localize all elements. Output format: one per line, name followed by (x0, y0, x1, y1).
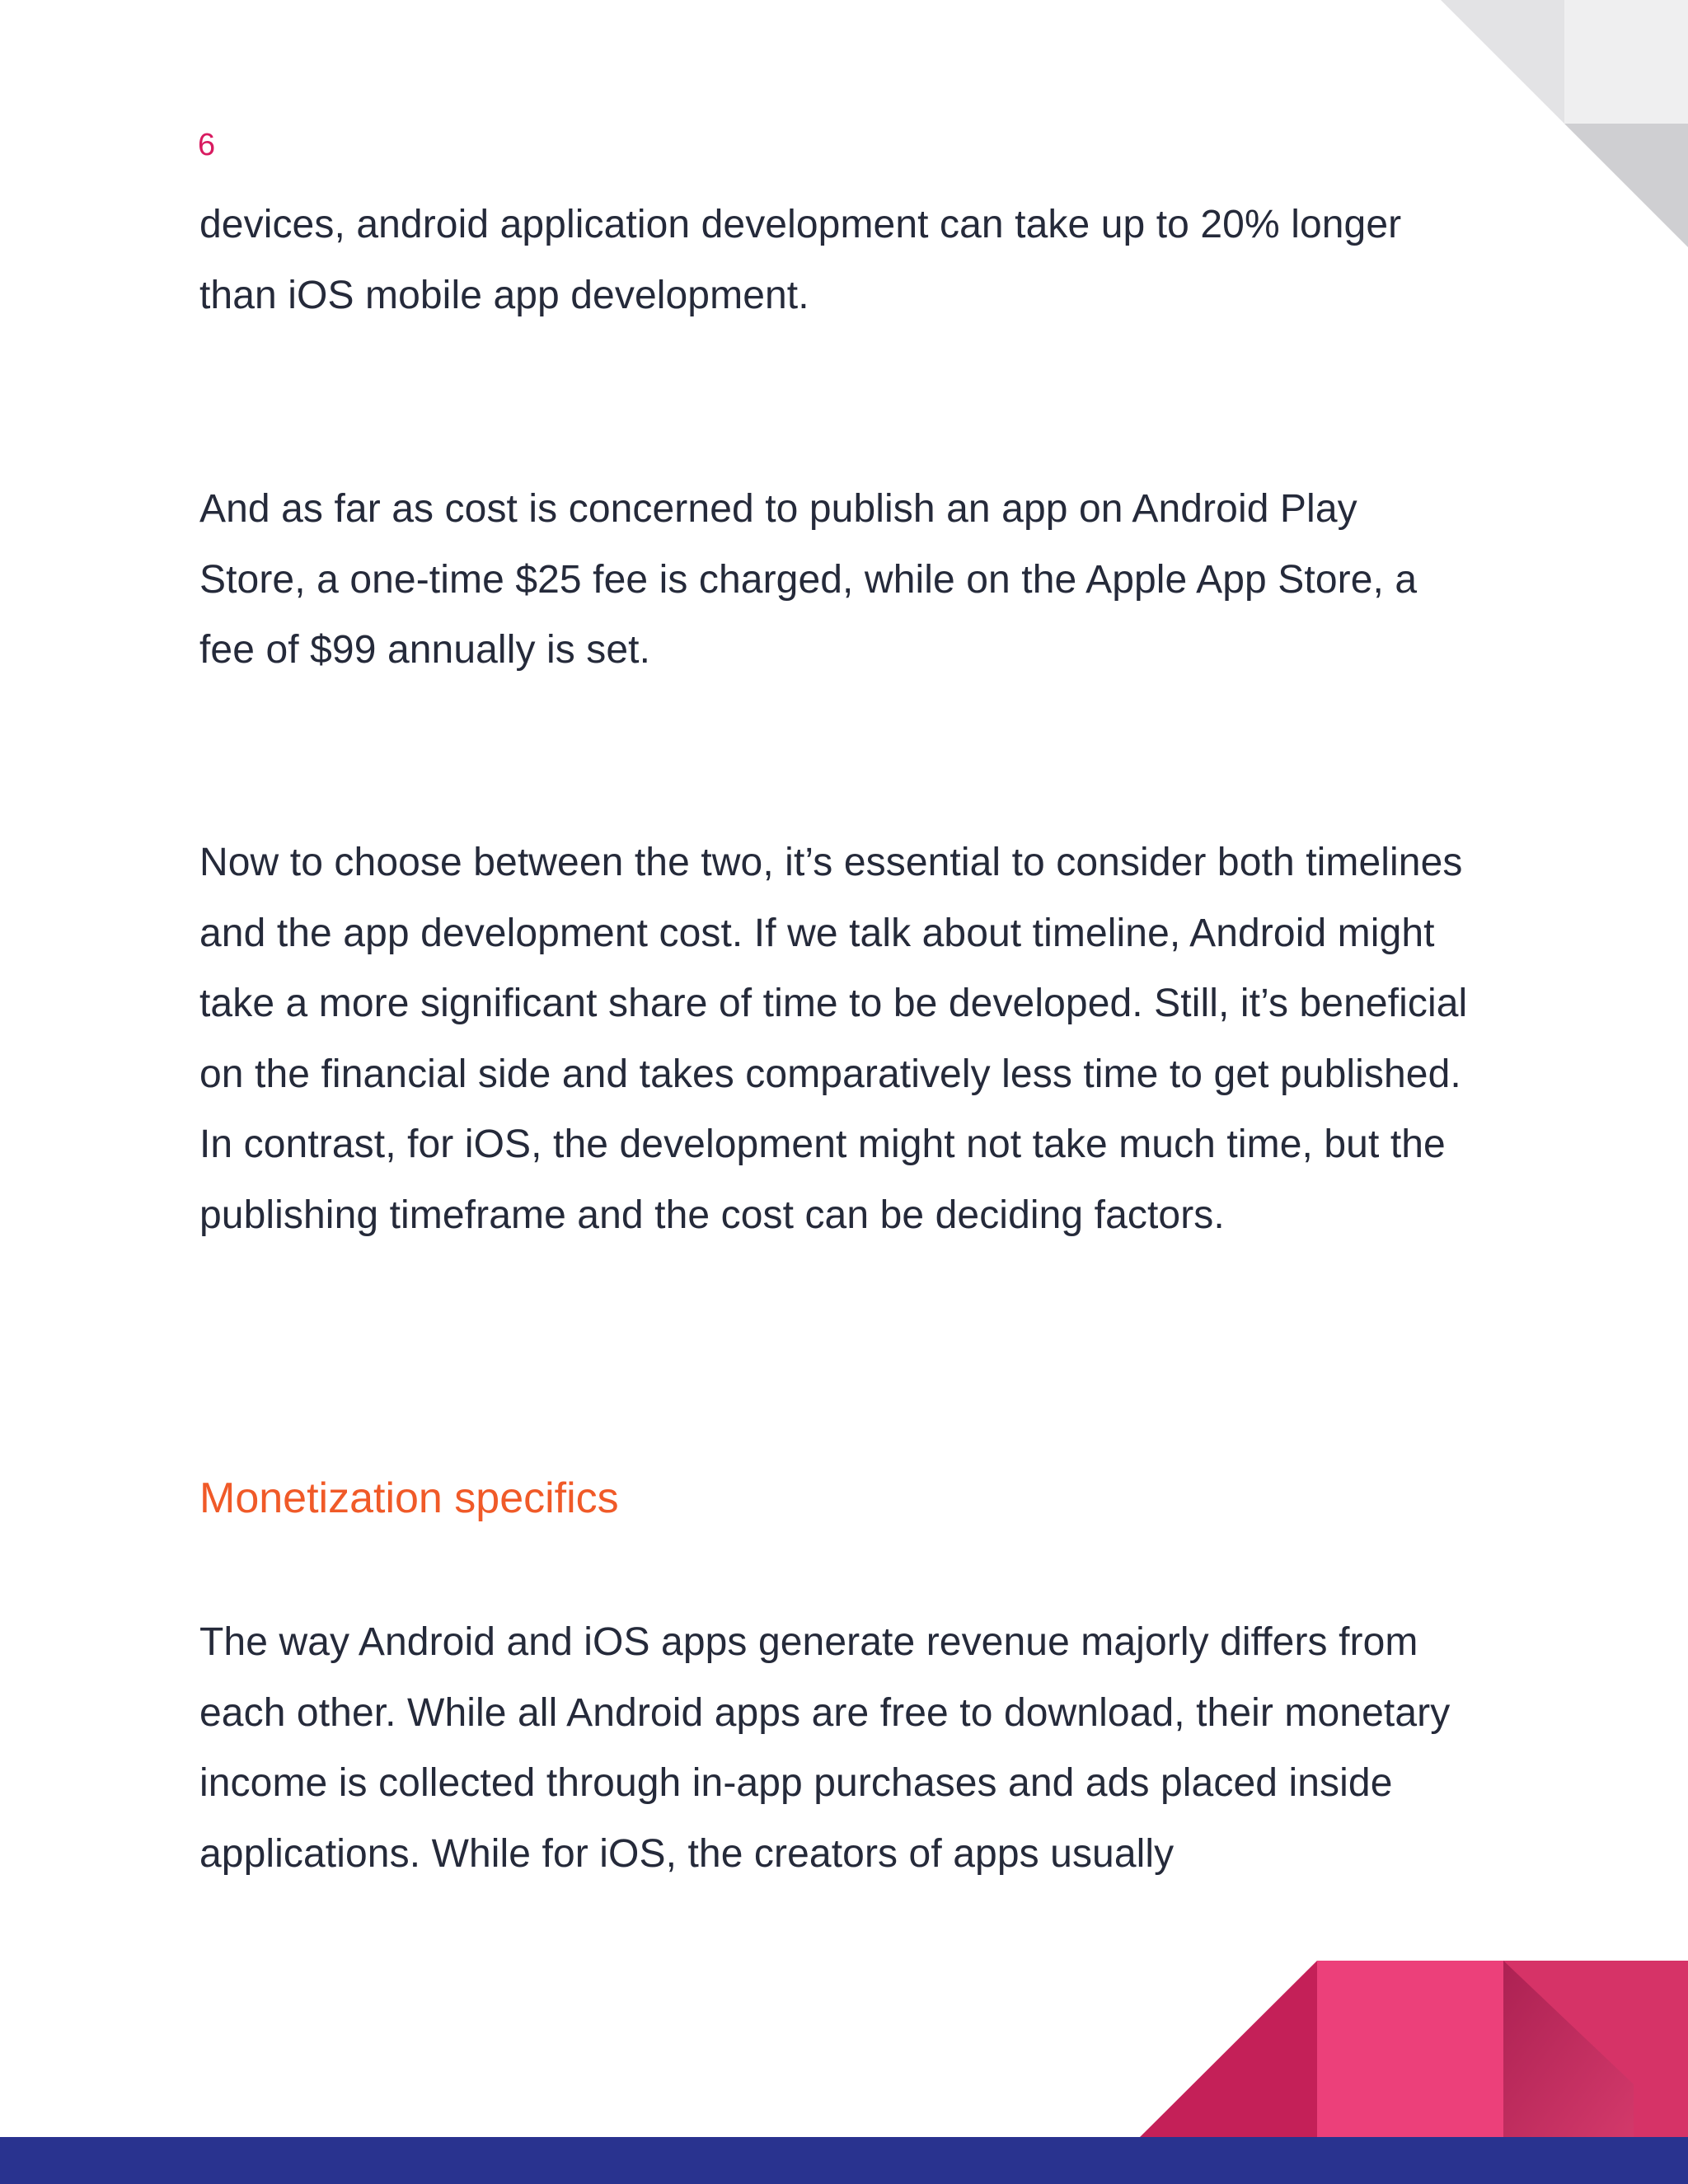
section-heading: Monetization specifics (199, 1474, 619, 1522)
top-corner-decoration (1441, 0, 1688, 247)
bottom-corner-decoration (1139, 1961, 1688, 2138)
paragraph-timeline: devices, android application development can take up to 20% longer than iOS mobile app development. (199, 203, 1402, 317)
paragraph-publishing-fees: And as far as cost is concerned to publish an app on Android Play Store, a one-time $25 fee is charged, while on the Apple App Store, a fee of $99 annually is set. (199, 487, 1418, 672)
paragraph-monetization: The way Android and iOS apps generate revenue majorly differs from each other. While all Android apps are free to download, their monetary income is collected through in-app purchases and ads placed inside applications. While for iOS, the creators of apps usually (199, 1620, 1451, 1876)
footer-bar (0, 2137, 1688, 2184)
page-number: 6 (198, 128, 216, 162)
paragraph-choosing-platform: Now to choose between the two, it’s essential to consider both timelines and the app development cost. If we talk about timeline, Android might take a more significant share of time to be developed. Still, it’s beneficial on the financial side and takes comparatively less time to get published. In contrast, for iOS, the development might not take much time, but the publishing timeframe and the cost can be deciding factors. (199, 841, 1468, 1237)
